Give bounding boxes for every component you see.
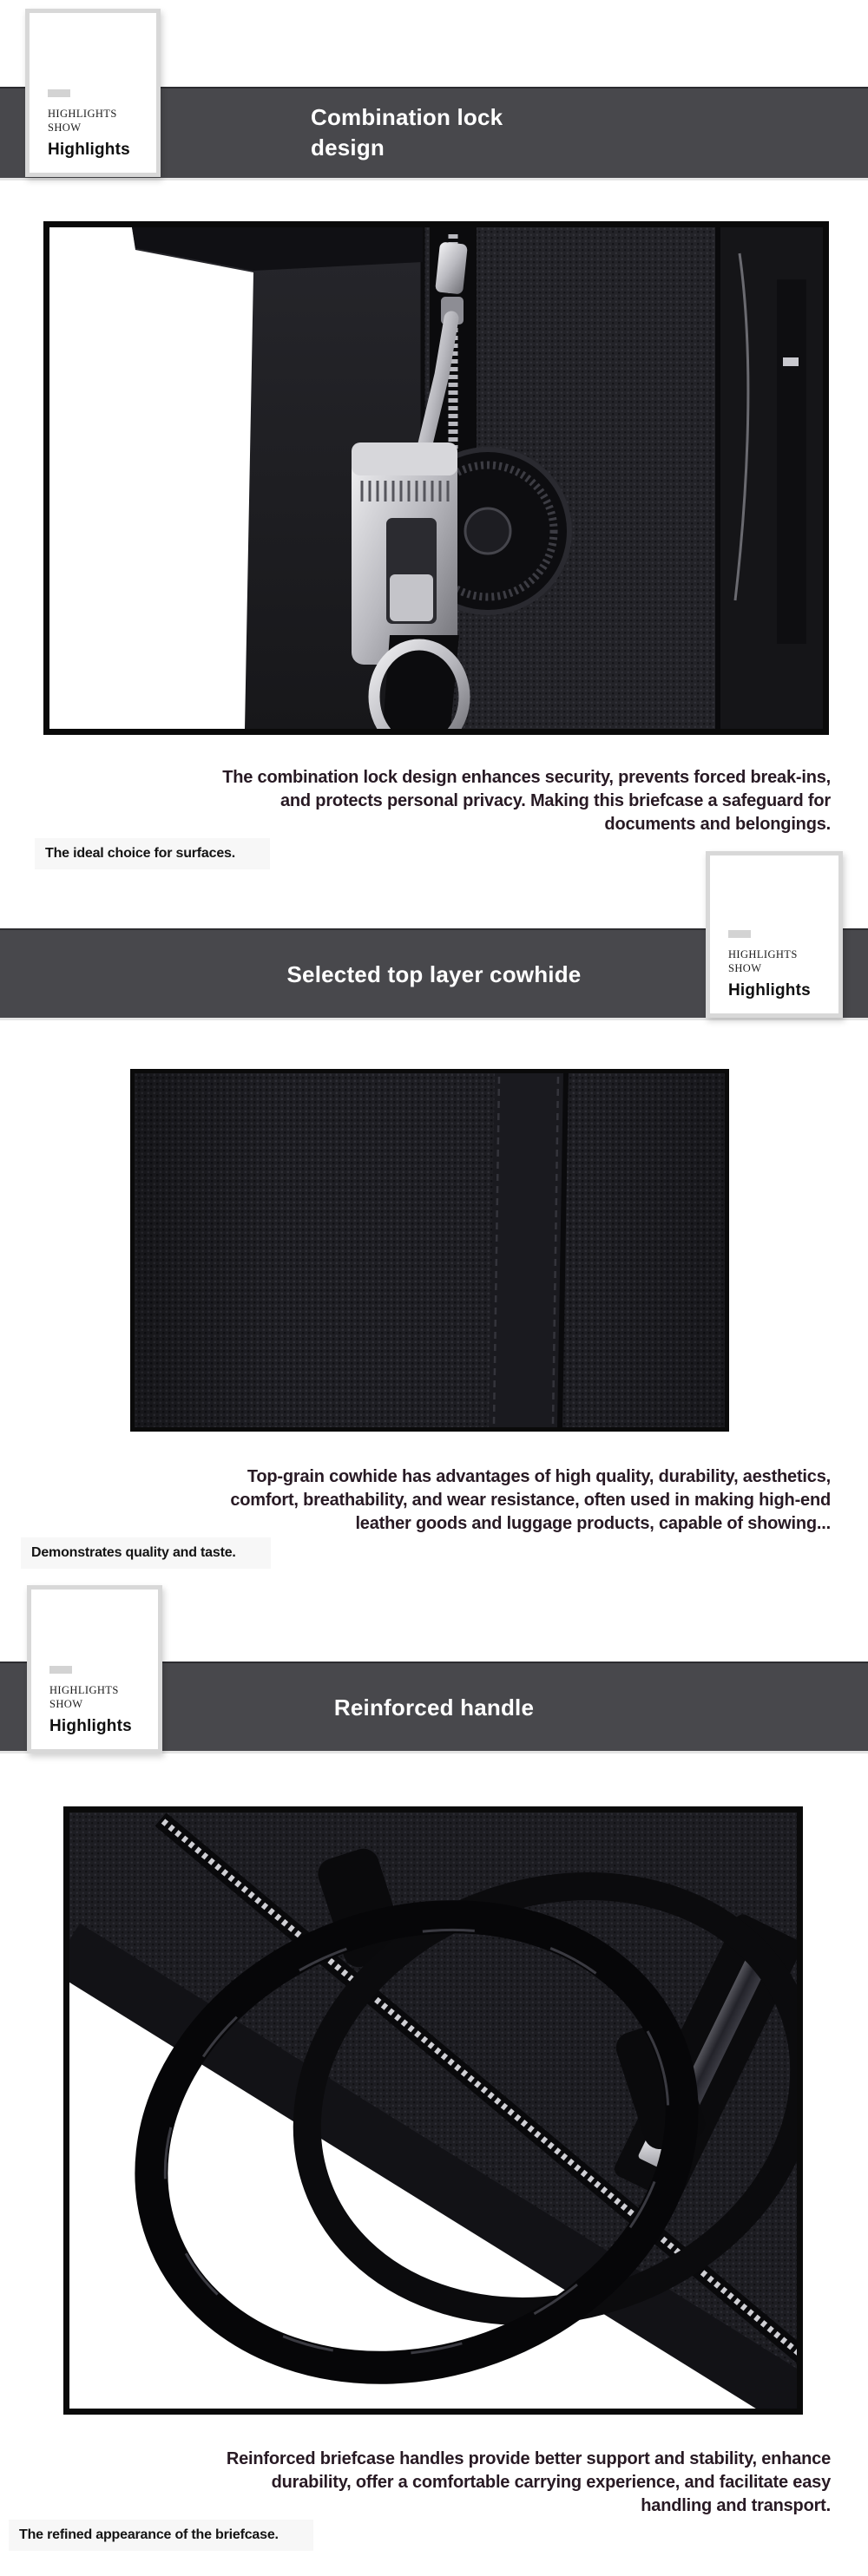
banner-title-line1: Combination lock	[311, 104, 503, 130]
paragraph-line: durability, offer a comfortable carrying experience, and facilitate easy	[271, 2473, 831, 2492]
card-dash-decoration	[728, 930, 751, 938]
reinforced-handle-photo	[63, 1806, 803, 2415]
section-caption-1: The ideal choice for surfaces.	[35, 838, 270, 869]
card-title: Highlights	[728, 981, 811, 1000]
section-caption-2: Demonstrates quality and taste.	[21, 1537, 271, 1569]
card-eyebrow-line2: SHOW	[49, 1698, 83, 1710]
card-dash-decoration	[48, 89, 70, 97]
highlights-card-2	[706, 851, 843, 1018]
card-eyebrow-line2: SHOW	[48, 121, 82, 134]
card-eyebrow-line1: HIGHLIGHTS	[728, 948, 798, 960]
section-caption-3: The refined appearance of the briefcase.	[9, 2520, 313, 2551]
banner-title-line2: design	[311, 134, 385, 161]
paragraph-line: leather goods and luggage products, capable of showing...	[355, 1514, 831, 1533]
card-eyebrow	[49, 1683, 153, 1711]
card-eyebrow	[48, 107, 151, 134]
banner-title: Selected top layer cowhide	[286, 961, 582, 987]
reinforced-handle-paragraph	[227, 2448, 831, 2518]
card-eyebrow	[728, 947, 833, 975]
cowhide-leather-texture-photo	[130, 1069, 729, 1432]
paragraph-line: and protects personal privacy. Making this briefcase a safeguard for	[279, 791, 831, 810]
cowhide-paragraph	[230, 1465, 831, 1536]
card-title: Highlights	[49, 1717, 132, 1735]
paragraph-line: handling and transport.	[641, 2496, 831, 2515]
paragraph-line: documents and belongings.	[604, 815, 831, 834]
card-eyebrow-line1: HIGHLIGHTS	[48, 108, 117, 120]
combination-lock-closeup-photo	[43, 221, 829, 735]
highlights-card-1	[25, 9, 161, 177]
banner-title	[311, 102, 503, 163]
handle-illustration	[69, 1812, 797, 2409]
combination-lock-paragraph	[222, 766, 831, 836]
paragraph-line: Top-grain cowhide has advantages of high quality, durability, aesthetics,	[247, 1467, 831, 1486]
card-eyebrow-line2: SHOW	[728, 962, 762, 974]
card-eyebrow-line1: HIGHLIGHTS	[49, 1684, 119, 1696]
paragraph-line: comfort, breathability, and wear resistance, often used in making high-end	[230, 1491, 831, 1510]
paragraph-line: Reinforced briefcase handles provide better support and stability, enhance	[226, 2449, 831, 2468]
combination-lock-illustration	[49, 227, 823, 729]
card-dash-decoration	[49, 1666, 72, 1674]
card-title: Highlights	[48, 141, 130, 159]
paragraph-line: The combination lock design enhances security, prevents forced break-ins,	[222, 768, 831, 787]
banner-title: Reinforced handle	[333, 1694, 535, 1721]
leather-texture-illustration	[135, 1073, 725, 1427]
highlights-card-3	[27, 1585, 162, 1753]
